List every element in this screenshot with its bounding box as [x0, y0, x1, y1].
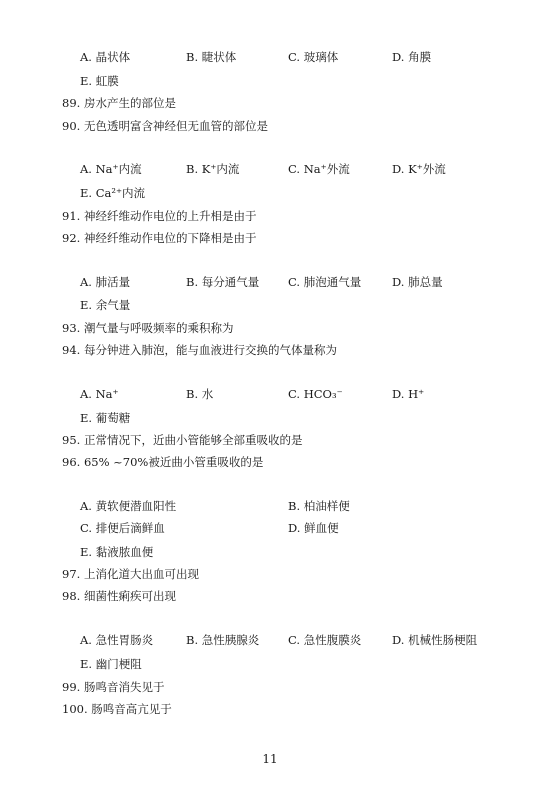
option-e: E. 幽门梗阻 — [80, 657, 142, 671]
option-c: C. 肺泡通气量 — [288, 275, 362, 289]
question-92: 92. 神经纤维动作电位的下降相是由于 — [62, 231, 257, 245]
option-c: C. 排便后滴鲜血 — [80, 521, 165, 535]
option-c: C. Na⁺外流 — [288, 162, 350, 176]
option-d: D. H⁺ — [392, 387, 425, 401]
option-a: A. 晶状体 — [80, 50, 131, 64]
question-91: 91. 神经纤维动作电位的上升相是由于 — [62, 209, 257, 223]
question-100: 100. 肠鸣音高亢见于 — [62, 702, 172, 716]
option-c: C. 玻璃体 — [288, 50, 339, 64]
option-d: D. K⁺外流 — [392, 162, 446, 176]
option-b: B. 睫状体 — [186, 50, 237, 64]
option-b: B. 柏油样便 — [288, 499, 350, 513]
option-d: D. 鲜血便 — [288, 521, 339, 535]
question-93: 93. 潮气量与呼吸频率的乘积称为 — [62, 321, 234, 335]
question-99: 99. 肠鸣音消失见于 — [62, 680, 165, 694]
question-95: 95. 正常情况下，近曲小管能够全部重吸收的是 — [62, 433, 303, 447]
question-89: 89. 房水产生的部位是 — [62, 96, 176, 110]
option-e: E. 黏液脓血便 — [80, 545, 154, 559]
option-a: A. 急性胃肠炎 — [80, 633, 154, 647]
question-98: 98. 细菌性痢疾可出现 — [62, 589, 176, 603]
option-e: E. 葡萄糖 — [80, 411, 131, 425]
option-c: C. 急性腹膜炎 — [288, 633, 362, 647]
question-97: 97. 上消化道大出血可出现 — [62, 567, 199, 581]
option-b: B. 急性胰腺炎 — [186, 633, 260, 647]
option-b: B. 水 — [186, 387, 214, 401]
question-96: 96. 65% ~70%被近曲小管重吸收的是 — [62, 455, 264, 469]
option-d: D. 肺总量 — [392, 275, 443, 289]
option-b: B. 每分通气量 — [186, 275, 260, 289]
option-e: E. Ca²⁺内流 — [80, 186, 146, 200]
option-a: A. 黄软便潜血阳性 — [80, 499, 177, 513]
question-94: 94. 每分钟进入肺泡，能与血液进行交换的气体量称为 — [62, 343, 337, 357]
question-90: 90. 无色透明富含神经但无血管的部位是 — [62, 119, 268, 133]
option-e: E. 虹膜 — [80, 74, 119, 88]
option-c: C. HCO₃⁻ — [288, 387, 343, 401]
option-a: A. Na⁺ — [80, 387, 119, 401]
option-e: E. 余气量 — [80, 298, 131, 312]
option-a: A. Na⁺内流 — [80, 162, 142, 176]
option-d: D. 机械性肠梗阻 — [392, 633, 478, 647]
option-d: D. 角膜 — [392, 50, 432, 64]
option-a: A. 肺活量 — [80, 275, 131, 289]
page-number: 11 — [262, 752, 278, 766]
option-b: B. K⁺内流 — [186, 162, 240, 176]
